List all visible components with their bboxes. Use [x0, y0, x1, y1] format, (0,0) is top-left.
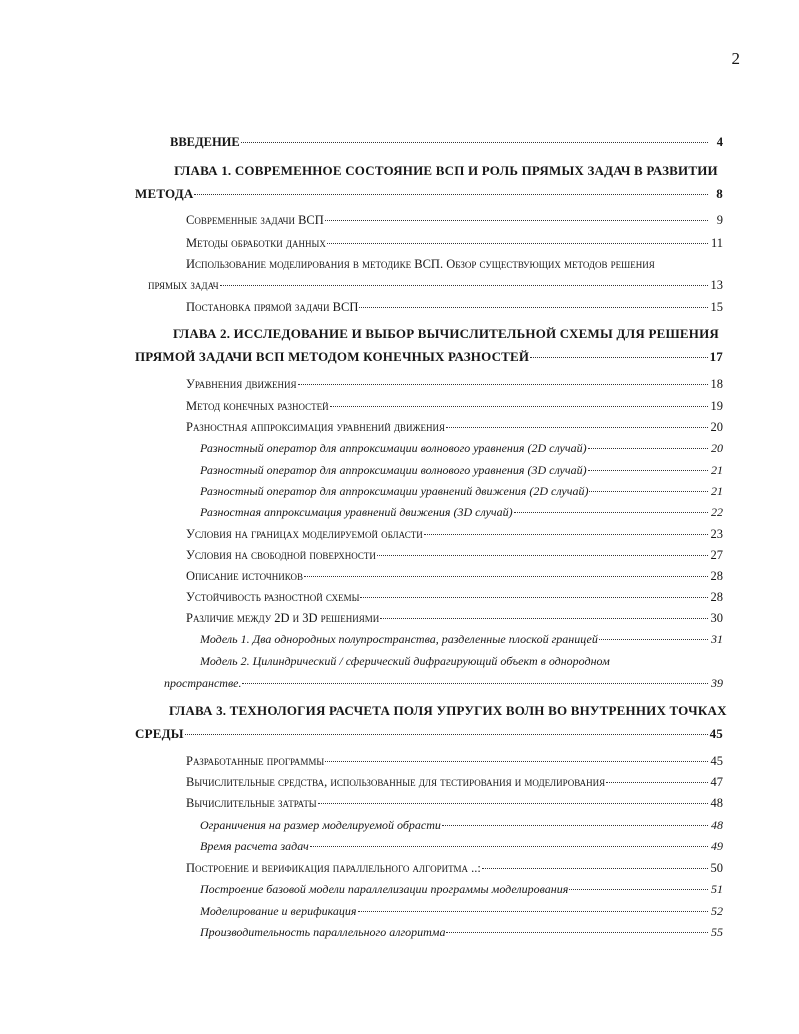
toc-entry-page: 20	[711, 441, 723, 455]
toc-entry-subsection[interactable]	[200, 818, 723, 833]
leader-dots	[442, 825, 708, 826]
toc-entry-title: Вычислительные затраты	[186, 796, 317, 810]
toc-entry-title: Вычислительные средства, использованные для тестирования и моделирования	[186, 775, 606, 789]
toc-entry-page: 19	[710, 399, 723, 413]
leader-dots	[514, 512, 708, 513]
leader-dots	[569, 889, 708, 890]
toc-entry-page: 27	[710, 548, 723, 562]
toc-entry-page: 15	[710, 300, 723, 314]
leader-dots	[304, 576, 708, 577]
toc-entry-title: Метод конечных разностей	[186, 399, 329, 413]
toc-entry-title: Методы обработки данных	[186, 236, 326, 250]
toc-entry-title: Разностная аппроксимация уравнений движения	[186, 420, 446, 434]
toc-entry-title: Ограничения на размер моделируемой обрасти	[200, 818, 441, 832]
toc-entry-title-line2: пространстве.	[164, 676, 242, 690]
toc-entry-section[interactable]	[186, 796, 723, 811]
toc-entry-title: Время расчета задач	[200, 839, 309, 853]
toc-entry-title: Современные задачи ВСП	[186, 213, 324, 227]
leader-dots	[530, 357, 708, 358]
toc-entry-title-line1: Использование моделирования в методике ВСП. Обзор существующих методов решения	[186, 257, 655, 271]
toc-entry-section[interactable]	[186, 399, 723, 414]
leader-dots	[325, 761, 708, 762]
toc-entry-section[interactable]	[186, 213, 723, 228]
toc-entry-page: 48	[710, 796, 723, 810]
toc-entry-title-line2: МЕТОДА	[135, 186, 194, 201]
leader-dots	[588, 448, 708, 449]
toc-entry-page: 9	[716, 213, 723, 227]
leader-dots	[327, 243, 708, 244]
toc-entry-section[interactable]	[186, 420, 723, 435]
leader-dots	[380, 618, 708, 619]
toc-entry-title: ВВЕДЕНИЕ	[170, 135, 240, 149]
toc-entry-title-line1: ГЛАВА 1. СОВРЕМЕННОЕ СОСТОЯНИЕ ВСП И РОЛЬ ПРЯМЫХ ЗАДАЧ В РАЗВИТИИ	[174, 163, 718, 178]
leader-dots	[185, 734, 708, 735]
leader-dots	[241, 142, 708, 143]
toc-entry-page: 30	[710, 611, 723, 625]
toc-entry-title: Построение базовой модели параллелизации программы моделирования	[200, 882, 569, 896]
leader-dots	[220, 285, 708, 286]
leader-dots	[377, 555, 708, 556]
leader-dots	[318, 803, 708, 804]
toc-entry-page: 47	[710, 775, 723, 789]
toc-entry-section[interactable]	[186, 236, 723, 251]
toc-entry-page: 20	[710, 420, 723, 434]
toc-entry-page: 11	[710, 236, 723, 250]
toc-entry-section[interactable]	[186, 861, 723, 876]
toc-entry-chapter-2[interactable]	[135, 326, 723, 365]
leader-dots	[310, 846, 708, 847]
toc-entry-chapter-3[interactable]	[135, 703, 727, 742]
toc-entry-subsection[interactable]	[200, 925, 723, 940]
toc-entry-title: Различие между 2D и 3D решениями	[186, 611, 380, 625]
toc-entry-page: 49	[711, 839, 723, 853]
toc-entry-page: 4	[716, 135, 723, 149]
leader-dots	[446, 427, 708, 428]
toc-entry-section[interactable]	[186, 300, 723, 315]
toc-entry-page: 22	[711, 505, 723, 519]
toc-entry-page: 45	[710, 754, 723, 768]
toc-entry-title: Условия на границах моделируемой области	[186, 527, 423, 541]
toc-entry-title: Разработанные программы	[186, 754, 325, 768]
toc-entry-title: Разностный оператор для аппроксимации волнового уравнения (3D случай)	[200, 463, 587, 477]
toc-entry-subsection[interactable]	[200, 904, 723, 919]
leader-dots	[606, 782, 708, 783]
toc-entry-title: Производительность параллельного алгоритма	[200, 925, 446, 939]
toc-entry-title: Разностная аппроксимация уравнений движения (3D случай)	[200, 505, 513, 519]
toc-entry-section[interactable]	[186, 590, 723, 605]
leader-dots	[298, 384, 708, 385]
toc-entry-title: Описание источников	[186, 569, 303, 583]
toc-entry-title: Разностный оператор для аппроксимации уравнений движения (2D случай)	[200, 484, 589, 498]
leader-dots	[194, 194, 708, 195]
leader-dots	[482, 868, 708, 869]
toc-entry-subsection[interactable]	[200, 505, 723, 520]
leader-dots	[589, 491, 708, 492]
toc-entry-title-line2: ПРЯМОЙ ЗАДАЧИ ВСП МЕТОДОМ КОНЕЧНЫХ РАЗНОСТЕЙ	[135, 349, 530, 364]
toc-entry-page: 21	[711, 484, 723, 498]
toc-entry-title-line2: СРЕДЫ	[135, 726, 184, 741]
toc-entry-page: 13	[710, 278, 723, 292]
toc-entry-title: Устойчивость разностной схемы	[186, 590, 360, 604]
toc-entry-title-line1: Модель 2. Цилиндрический / сферический дифрагирующий объект в однородном	[200, 654, 610, 668]
toc-entry-page: 48	[711, 818, 723, 832]
toc-entry-section[interactable]	[186, 611, 723, 626]
leader-dots	[325, 220, 708, 221]
leader-dots	[588, 470, 708, 471]
toc-entry-page: 18	[710, 377, 723, 391]
toc-entry-page: 55	[711, 925, 723, 939]
leader-dots	[330, 406, 708, 407]
toc-entry-title-line1: ГЛАВА 2. ИССЛЕДОВАНИЕ И ВЫБОР ВЫЧИСЛИТЕЛЬНОЙ СХЕМЫ ДЛЯ РЕШЕНИЯ	[172, 326, 720, 341]
toc-entry-title: Модель 1. Два однородных полупространства, разделенные плоской границей	[200, 632, 598, 646]
toc-entry-subsection[interactable]	[200, 441, 723, 456]
toc-entry-page: 17	[709, 349, 723, 364]
toc-entry-page: 52	[711, 904, 723, 918]
leader-dots	[359, 307, 708, 308]
toc-entry-section[interactable]	[186, 569, 723, 584]
toc-entry-page: 28	[710, 569, 723, 583]
toc-entry-title: Постановка прямой задачи ВСП	[186, 300, 359, 314]
toc-entry-title: Моделирование и верификация	[200, 904, 357, 918]
toc-entry-section[interactable]	[186, 548, 723, 563]
toc-entry-page: 31	[711, 632, 723, 646]
toc-entry-subsection[interactable]	[200, 839, 723, 854]
leader-dots	[360, 597, 708, 598]
toc-entry-section[interactable]	[186, 754, 723, 769]
toc-entry-title-line1: ГЛАВА 3. ТЕХНОЛОГИЯ РАСЧЕТА ПОЛЯ УПРУГИХ ВОЛН ВО ВНУТРЕННИХ ТОЧКАХ	[169, 703, 727, 718]
toc-entry-section[interactable]	[186, 377, 723, 392]
leader-dots	[446, 932, 708, 933]
toc-entry-introduction[interactable]	[170, 135, 723, 150]
toc-entry-title: Построение и верификация параллельного алгоритма ..:	[186, 861, 481, 875]
toc-entry-page: 8	[716, 186, 723, 201]
toc-entry-chapter-1[interactable]	[135, 163, 723, 202]
leader-dots	[599, 639, 708, 640]
toc-entry-page: 23	[710, 527, 723, 541]
toc-entry-title: Уравнения движения	[186, 377, 297, 391]
toc-entry-title: Условия на свободной поверхности	[186, 548, 376, 562]
toc-entry-section[interactable]	[186, 775, 723, 790]
toc-entry-section[interactable]	[186, 527, 723, 542]
toc-entry-subsection[interactable]	[164, 654, 723, 691]
toc-entry-title-line2: прямых задач	[148, 278, 219, 292]
toc-entry-title: Разностный оператор для аппроксимации волнового уравнения (2D случай)	[200, 441, 587, 455]
toc-entry-page: 21	[711, 463, 723, 477]
toc-entry-page: 50	[710, 861, 723, 875]
toc-entry-section[interactable]	[148, 257, 723, 293]
toc-entry-page: 39	[711, 676, 723, 690]
toc-entry-subsection[interactable]	[200, 882, 723, 897]
leader-dots	[358, 911, 709, 912]
leader-dots	[242, 683, 708, 684]
toc-entry-subsection[interactable]	[200, 632, 723, 647]
toc-entry-subsection[interactable]	[200, 463, 723, 478]
leader-dots	[424, 534, 708, 535]
page-number: 2	[731, 49, 740, 68]
toc-entry-page: 51	[711, 882, 723, 896]
toc-entry-page: 45	[709, 726, 723, 741]
toc-entry-subsection[interactable]	[200, 484, 723, 499]
toc-entry-page: 28	[710, 590, 723, 604]
